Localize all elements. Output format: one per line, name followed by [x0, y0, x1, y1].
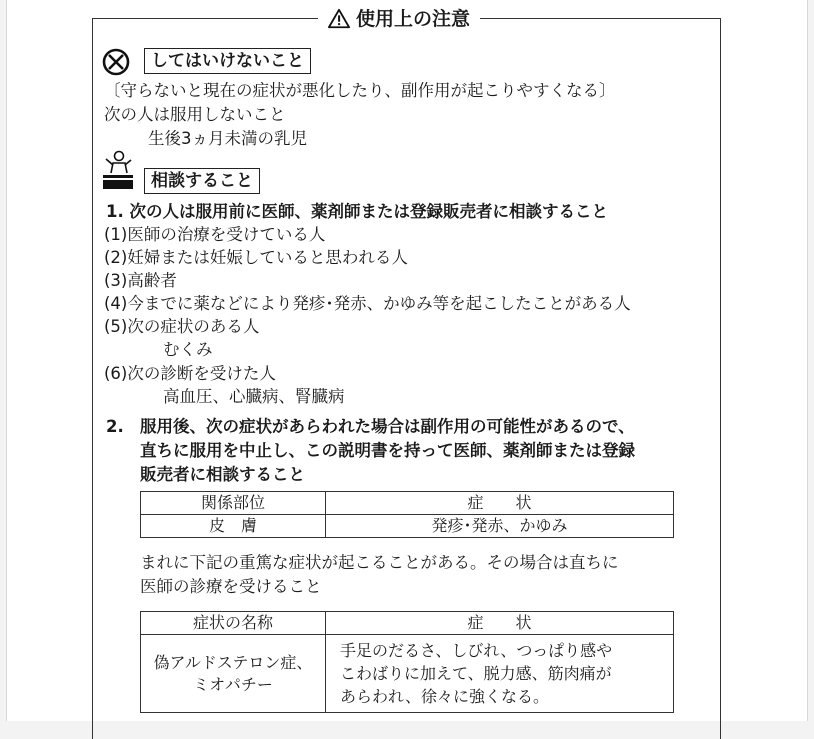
symptom-name-cell — [141, 635, 326, 713]
warning-icon — [328, 8, 350, 30]
dont-reason: 〔守らないと現在の症状が悪化したり、副作用が起こりやすくなる〕 — [104, 81, 616, 100]
rare-note-line-1: まれに下記の重篤な症状が起こることがある。その場合は直ちに — [140, 553, 619, 572]
side-effects-table — [140, 491, 674, 538]
consult-section2-line-1: 服用後、次の症状があらわれた場合は副作用の可能性があるので、 — [140, 417, 635, 436]
rare-note-line-2: 医師の診療を受けること — [140, 577, 322, 596]
table-row — [141, 635, 674, 713]
table-header-cell: 関係部位 — [141, 492, 326, 515]
consult-item-3: (3)高齢者 — [104, 271, 177, 290]
table-row — [141, 515, 674, 538]
serious-symptoms-table — [140, 611, 674, 713]
table-header-cell: 症 状 — [326, 612, 674, 635]
consult-item-4: (4)今までに薬などにより発疹･発赤、かゆみ等を起こしたことがある人 — [104, 294, 631, 313]
consult-item-6: (6)次の診断を受けた人 — [104, 364, 276, 383]
section-header — [318, 4, 480, 34]
symptom-description-cell — [326, 635, 674, 713]
symptom-line: 手足のだるさ、しびれ、つっぱり感や — [340, 641, 613, 660]
dont-item: 生後3ヵ月未満の乳児 — [148, 129, 307, 148]
symptom-line: こわばりに加えて、脱力感、筋肉痛が — [340, 664, 612, 683]
table-header-row — [141, 612, 674, 635]
table-cell: 発疹･発赤、かゆみ — [326, 515, 674, 538]
consult-item-1: (1)医師の治療を受けている人 — [104, 225, 326, 244]
table-header-cell: 症 状 — [326, 492, 674, 515]
consult-section1-title: 1. 次の人は服用前に医師、薬剤師または登録販売者に相談すること — [106, 202, 608, 221]
page-title: 使用上の注意 — [356, 8, 471, 30]
symptom-name-line: ミオパチー — [193, 674, 273, 694]
consult-item-6-detail: 高血圧、心臓病、腎臓病 — [163, 387, 345, 406]
consult-section2-number: 2. — [106, 417, 124, 436]
symptom-line: あらわれ、徐々に強くなる。 — [340, 687, 549, 706]
dont-label: してはいけないこと — [144, 48, 311, 74]
consult-section2-line-2: 直ちに服用を中止し、この説明書を持って医師、薬剤師または登録 — [140, 441, 635, 460]
table-cell: 皮 膚 — [141, 515, 326, 538]
table-header-row — [141, 492, 674, 515]
consult-section2-line-3: 販売者に相談すること — [140, 465, 305, 484]
table-header-cell: 症状の名称 — [141, 612, 326, 635]
consult-item-2: (2)妊婦または妊娠していると思われる人 — [104, 248, 408, 267]
prohibited-icon — [101, 47, 131, 77]
symptom-name-line: 偽アルドステロン症、 — [153, 652, 313, 672]
consult-person-icon — [101, 147, 135, 191]
dont-lead: 次の人は服用しないこと — [104, 105, 286, 124]
consult-item-5-detail: むくみ — [163, 340, 213, 359]
consult-label: 相談すること — [144, 168, 260, 194]
consult-item-5: (5)次の症状のある人 — [104, 317, 260, 336]
